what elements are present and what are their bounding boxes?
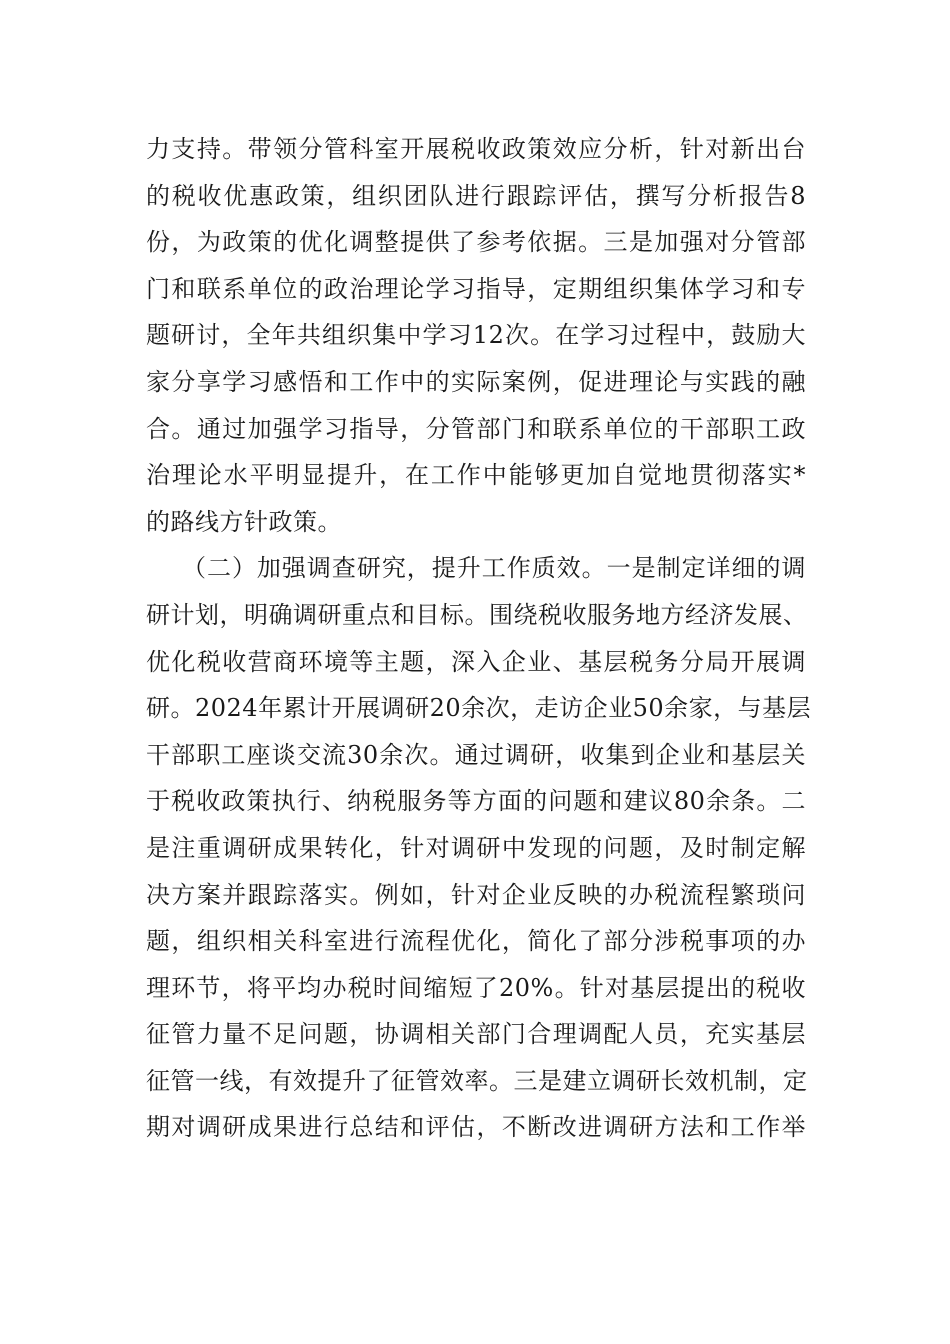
text-line: 是注重调研成果转化，针对调研中发现的问题，及时制定解	[146, 833, 806, 862]
text-line: 期对调研成果进行总结和评估，不断改进调研方法和工作举	[146, 1113, 806, 1142]
text-line: 力支持。带领分管科室开展税收政策效应分析，针对新出台	[146, 135, 806, 163]
section-heading-line: （二）加强调查研究，提升工作质效。一是制定详细的调	[182, 554, 806, 583]
text-line: 决方案并跟踪落实。例如，针对企业反映的办税流程繁琐问	[146, 880, 806, 909]
text-line: 于税收政策执行、纳税服务等方面的问题和建议80余条。二	[146, 787, 806, 816]
text-line: 干部职工座谈交流30余次。通过调研，收集到企业和基层关	[146, 740, 806, 769]
text-line: 家分享学习感悟和工作中的实际案例，促进理论与实践的融	[146, 367, 806, 396]
text-line: 的路线方针政策。	[146, 507, 342, 536]
text-line: 的税收优惠政策，组织团队进行跟踪评估，撰写分析报告8	[146, 181, 806, 210]
text-line: 治理论水平明显提升，在工作中能够更加自觉地贯彻落实*	[146, 461, 806, 490]
text-line: 研。2024年累计开展调研20余次，走访企业50余家，与基层	[146, 694, 812, 723]
text-line: 合。通过加强学习指导，分管部门和联系单位的干部职工政	[146, 414, 806, 443]
body-text	[146, 126, 812, 1151]
text-line: 征管一线，有效提升了征管效率。三是建立调研长效机制，定	[146, 1066, 808, 1095]
text-line: 研计划，明确调研重点和目标。围绕税收服务地方经济发展、	[146, 600, 808, 629]
text-line: 理环节，将平均办税时间缩短了20%。针对基层提出的税收	[146, 973, 806, 1002]
text-line: 份，为政策的优化调整提供了参考依据。三是加强对分管部	[146, 228, 806, 257]
text-line: 题研讨，全年共组织集中学习12次。在学习过程中，鼓励大	[146, 321, 806, 350]
text-line: 优化税收营商环境等主题，深入企业、基层税务分局开展调	[146, 647, 806, 676]
text-line: 门和联系单位的政治理论学习指导，定期组织集体学习和专	[146, 274, 806, 303]
text-line: 征管力量不足问题，协调相关部门合理调配人员，充实基层	[146, 1020, 806, 1049]
text-line: 题，组织相关科室进行流程优化，简化了部分涉税事项的办	[146, 927, 806, 956]
